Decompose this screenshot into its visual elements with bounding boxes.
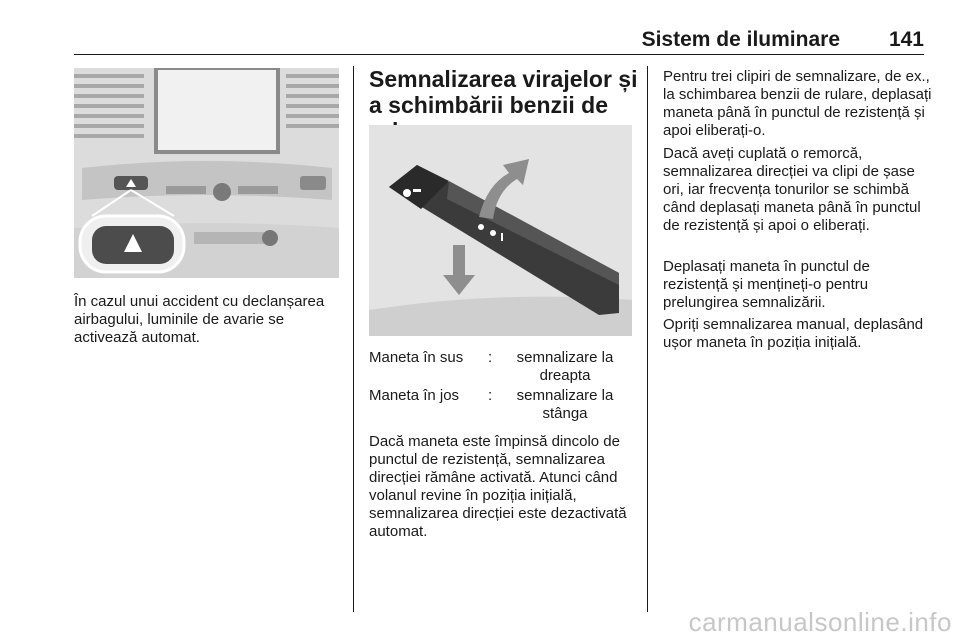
definition-separator: :	[488, 349, 493, 366]
column-divider-right	[647, 66, 648, 612]
page-number: 141	[888, 28, 924, 51]
section-title: Sistem de iluminare	[641, 28, 840, 51]
watermark: carmanualsonline.info	[688, 607, 952, 637]
definition-term: Maneta în jos	[369, 387, 460, 404]
column-divider-left	[353, 66, 354, 612]
definition-term: Maneta în sus	[369, 349, 464, 366]
definition-description: semnalizare la stânga	[516, 387, 614, 422]
right-paragraph-1: Pentru trei clipiri de semnalizare, de ex., la schimbarea benzii de rulare, deplasați maneta până în punctul de rezistență și apoi eliberați-o.	[663, 68, 932, 139]
right-paragraph-2: Dacă aveți cuplată o remorcă, semnalizarea direcției va clipi de șase ori, iar frecvența tonurilor se schimbă când deplasați maneta până în punctul de rezistență și apoi o eliberați.	[663, 145, 921, 234]
lever-resistance-paragraph: Dacă maneta este împinsă dincolo de punctul de rezistență, semnalizarea direcției rămâne activată. Atunci când volanul revine în poziția inițială, semnalizarea direcției este dezactivată automat.	[369, 433, 627, 540]
header-rule	[74, 54, 924, 55]
section-heading: Semnalizarea virajelor și a schimbării benzii de	[369, 66, 638, 118]
right-paragraph-3: Deplasați maneta în punctul de rezistență și mențineți-o pentru prelungirea semnalizării.	[663, 258, 870, 311]
dashboard-hazard-figure	[74, 68, 339, 278]
right-paragraph-4: Opriți semnalizarea manual, deplasând ușor maneta în poziția inițială.	[663, 316, 924, 351]
definition-separator: :	[488, 387, 493, 404]
airbag-hazard-paragraph: În cazul unui accident cu declanșarea airbagului, luminile de avarie se activează automat.	[74, 293, 325, 346]
definition-description: semnalizare la dreapta	[516, 349, 614, 384]
turn-signal-lever-figure	[369, 125, 632, 336]
